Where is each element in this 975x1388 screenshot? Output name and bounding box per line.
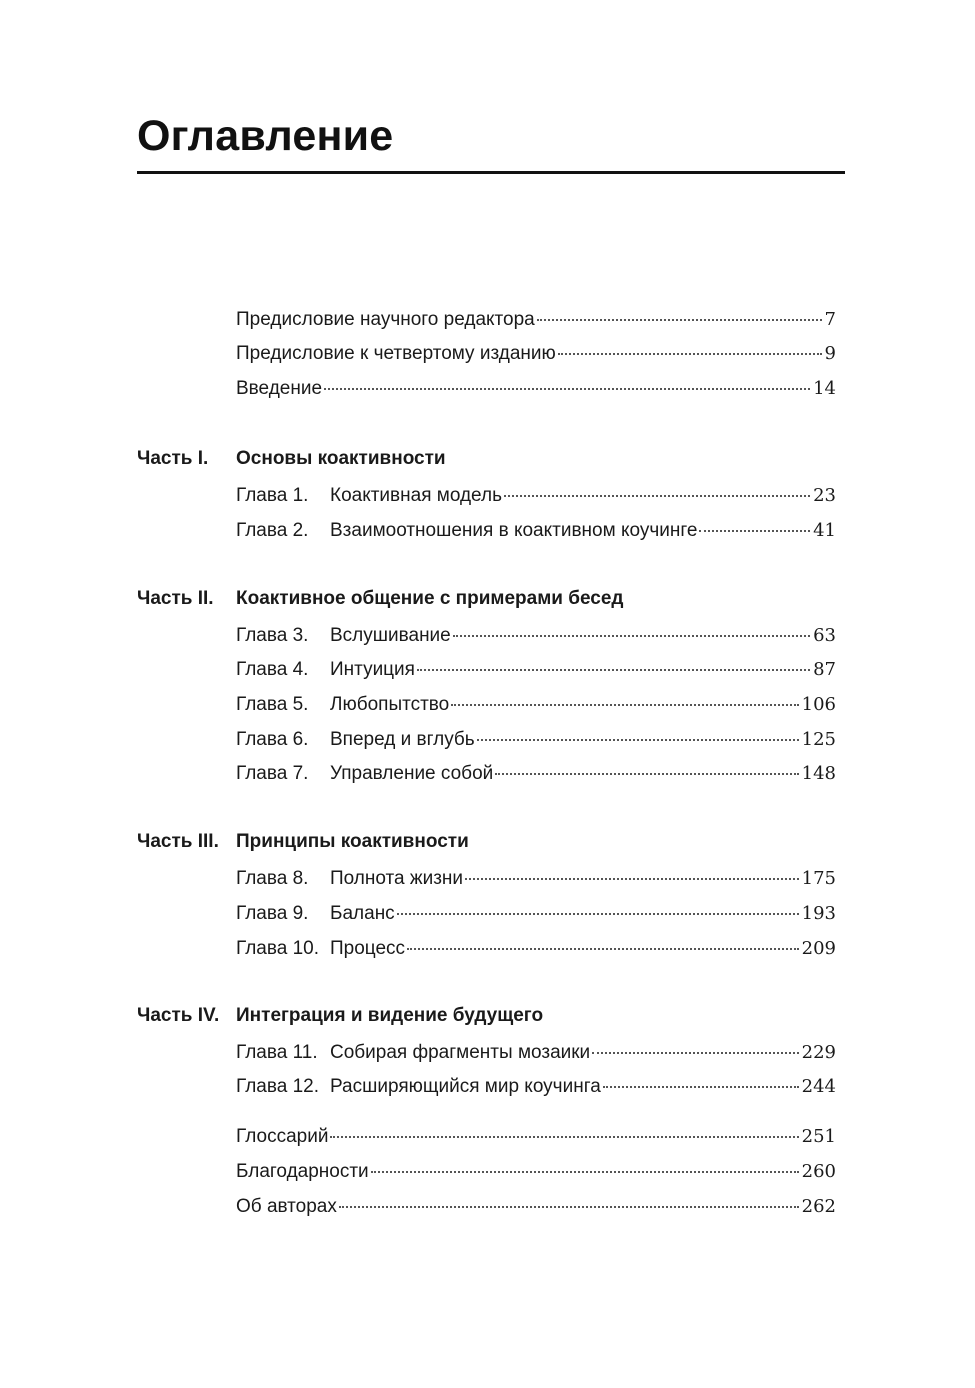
part-title: Принципы коактивности	[236, 831, 469, 852]
chapter-number: Глава 10.	[236, 938, 320, 959]
entry-label: Об авторах	[236, 1196, 337, 1217]
part-title: Коактивное общение с примерами бесед	[236, 588, 624, 609]
entry-label: Предисловие к четвертому изданию	[236, 343, 556, 364]
chapter-number: Глава 4.	[236, 659, 309, 680]
entry-label: Глоссарий	[236, 1126, 329, 1147]
chapter-entry[interactable]	[236, 938, 836, 968]
chapter-entry[interactable]	[236, 1042, 836, 1072]
page-number: 229	[801, 1042, 836, 1063]
page-number: 262	[801, 1196, 836, 1217]
page-number: 87	[813, 659, 836, 680]
dot-leader	[477, 739, 799, 741]
chapter-number: Глава 12.	[236, 1076, 320, 1097]
dot-leader	[537, 319, 822, 321]
chapter-entry[interactable]	[236, 659, 836, 689]
chapter-number: Глава 5.	[236, 694, 309, 715]
entry-label: Предисловие научного редактора	[236, 309, 535, 330]
chapter-title: Вслушивание	[330, 625, 451, 646]
dot-leader	[324, 388, 810, 390]
chapter-entry[interactable]	[236, 485, 836, 515]
chapter-title: Вперед и вглубь	[330, 729, 475, 750]
title-rule	[137, 171, 845, 174]
chapter-number: Глава 1.	[236, 485, 309, 506]
page-number: 9	[824, 343, 836, 364]
chapter-title: Управление собой	[330, 763, 494, 784]
chapter-title: Взаимоотношения в коактивном коучинге	[330, 520, 698, 541]
part-number: Часть I.	[137, 448, 209, 469]
dot-leader	[495, 773, 798, 775]
page-number: 7	[824, 309, 836, 330]
page-number: 106	[801, 694, 836, 715]
dot-leader	[465, 878, 799, 880]
part-number: Часть IV.	[137, 1005, 220, 1026]
dot-leader	[592, 1052, 798, 1054]
chapter-title: Полнота жизни	[330, 868, 464, 889]
chapter-number: Глава 7.	[236, 763, 309, 784]
part-title: Основы коактивности	[236, 448, 446, 469]
chapter-entry[interactable]	[236, 763, 836, 793]
dot-leader	[339, 1206, 799, 1208]
toc-entry[interactable]	[236, 1196, 836, 1226]
toc-entry[interactable]	[236, 378, 836, 408]
chapter-title: Интуиция	[330, 659, 415, 680]
dot-leader	[558, 353, 822, 355]
part-number: Часть III.	[137, 831, 219, 852]
chapter-title: Коактивная модель	[330, 485, 502, 506]
part-heading[interactable]	[137, 448, 446, 478]
page-number: 175	[801, 868, 836, 889]
dot-leader	[504, 495, 810, 497]
page-number: 63	[813, 625, 836, 646]
chapter-title: Баланс	[330, 903, 395, 924]
toc-entry[interactable]	[236, 1126, 836, 1156]
chapter-title: Любопытство	[330, 694, 450, 715]
toc-entry[interactable]	[236, 1161, 836, 1191]
dot-leader	[371, 1171, 799, 1173]
dot-leader	[407, 948, 799, 950]
chapter-number: Глава 9.	[236, 903, 309, 924]
part-heading[interactable]	[137, 1005, 543, 1035]
page-number: 209	[801, 938, 836, 959]
page-number: 251	[801, 1126, 836, 1147]
toc-entry[interactable]	[236, 309, 836, 339]
dot-leader	[397, 913, 799, 915]
page-number: 23	[813, 485, 836, 506]
page-number: 125	[801, 729, 836, 750]
dot-leader	[699, 530, 810, 532]
part-number: Часть II.	[137, 588, 214, 609]
chapter-number: Глава 8.	[236, 868, 309, 889]
chapter-title: Процесс	[330, 938, 406, 959]
chapter-entry[interactable]	[236, 520, 836, 550]
part-heading[interactable]	[137, 588, 623, 618]
page-number: 193	[801, 903, 836, 924]
page-number: 148	[801, 763, 836, 784]
chapter-number: Глава 6.	[236, 729, 309, 750]
part-title: Интеграция и видение будущего	[236, 1005, 544, 1026]
toc-entry[interactable]	[236, 343, 836, 373]
dot-leader	[453, 635, 810, 637]
dot-leader	[451, 704, 798, 706]
chapter-title: Расширяющийся мир коучинга	[330, 1076, 601, 1097]
chapter-entry[interactable]	[236, 868, 836, 898]
page-number: 41	[813, 520, 836, 541]
chapter-number: Глава 2.	[236, 520, 309, 541]
page-number: 244	[801, 1076, 836, 1097]
dot-leader	[603, 1086, 799, 1088]
chapter-number: Глава 11.	[236, 1042, 318, 1063]
chapter-number: Глава 3.	[236, 625, 309, 646]
chapter-entry[interactable]	[236, 729, 836, 759]
page-number: 14	[813, 378, 836, 399]
part-heading[interactable]	[137, 831, 469, 861]
page-title: Оглавление	[137, 112, 394, 160]
dot-leader	[330, 1136, 798, 1138]
chapter-entry[interactable]	[236, 625, 836, 655]
chapter-entry[interactable]	[236, 903, 836, 933]
chapter-entry[interactable]	[236, 694, 836, 724]
entry-label: Введение	[236, 378, 323, 399]
chapter-entry[interactable]	[236, 1076, 836, 1106]
page-number: 260	[801, 1161, 836, 1182]
chapter-title: Собирая фрагменты мозаики	[330, 1042, 591, 1063]
entry-label: Благодарности	[236, 1161, 369, 1182]
dot-leader	[417, 669, 810, 671]
